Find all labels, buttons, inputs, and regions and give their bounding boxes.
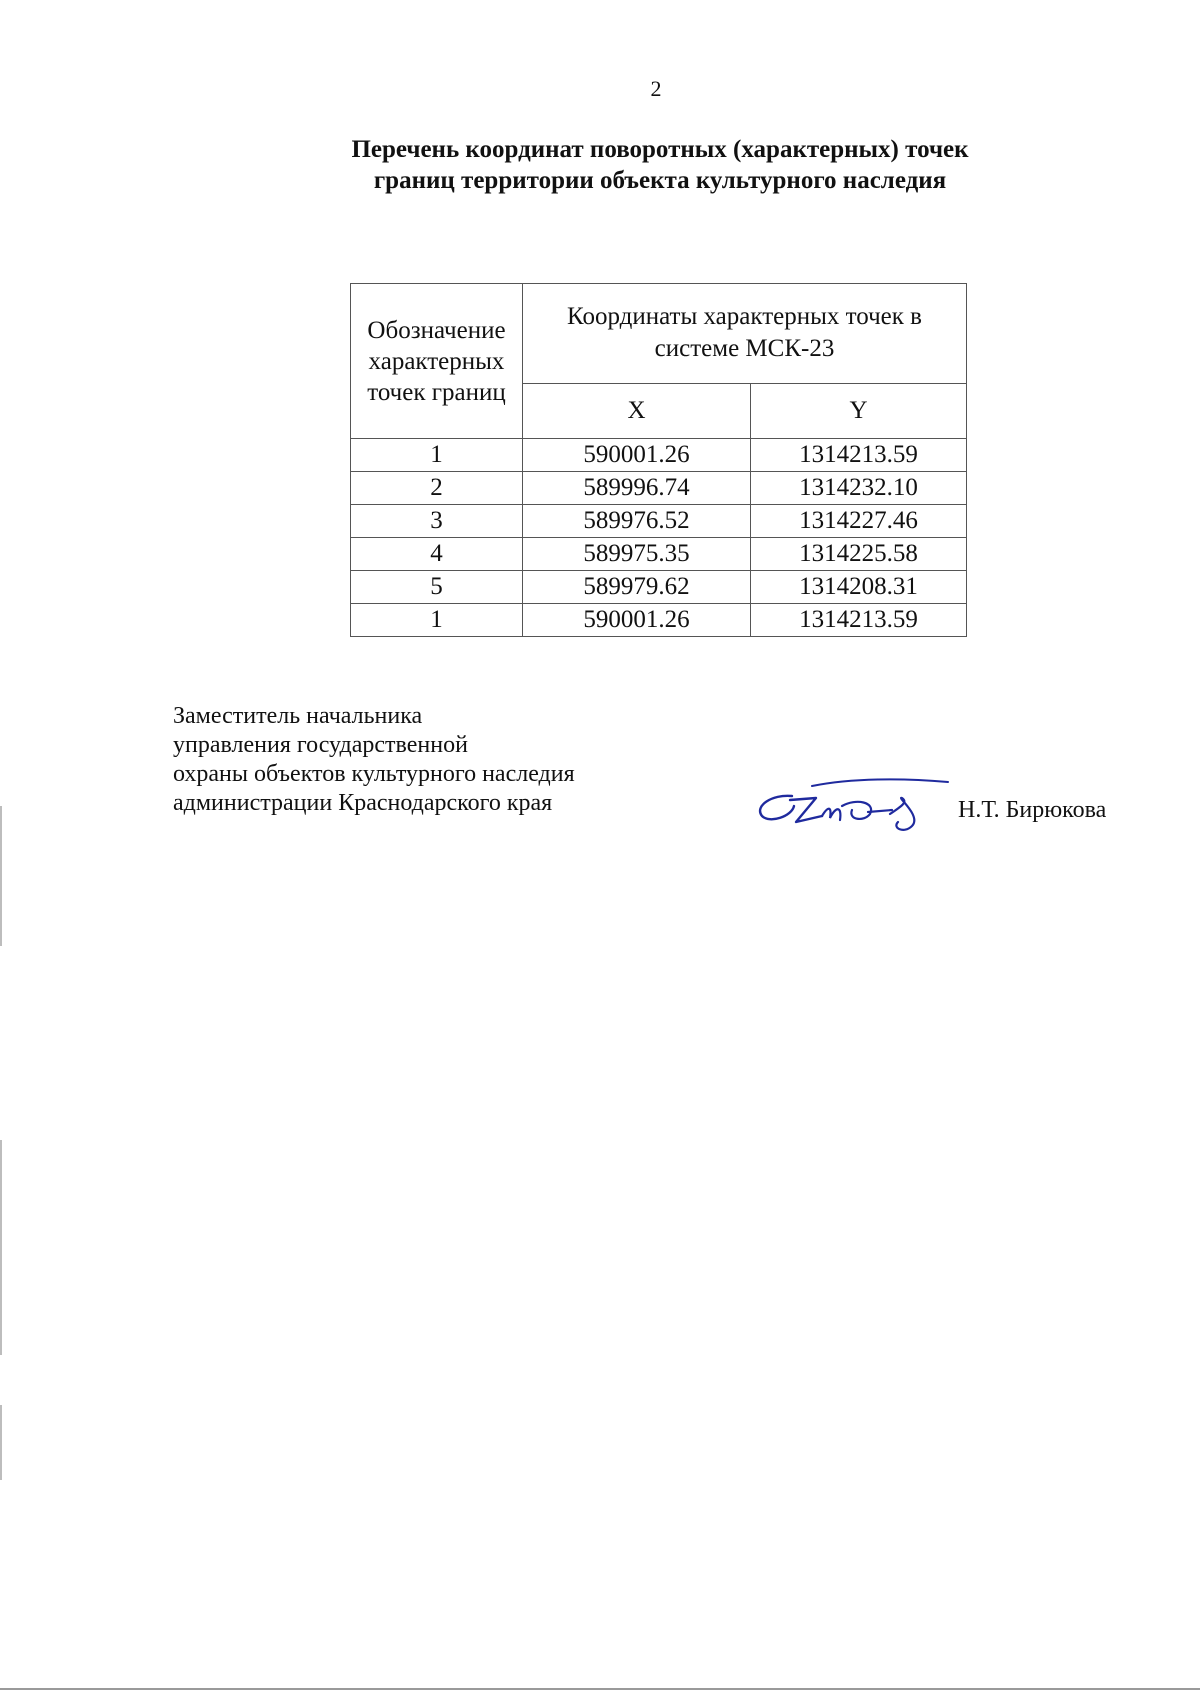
cell-y: 1314227.46: [751, 505, 967, 538]
table-row: [351, 505, 967, 538]
signatory-position-line: администрации Краснодарского края: [173, 790, 553, 816]
signatory-position-line: Заместитель начальника: [173, 703, 423, 729]
cell-y: 1314213.59: [751, 604, 967, 637]
scan-margin-mark: [0, 806, 2, 946]
header-coordinates-line: Координаты характерных точек в: [567, 303, 922, 331]
cell-y: 1314225.58: [751, 538, 967, 571]
cell-x: 589979.62: [523, 571, 751, 604]
cell-x: 589975.35: [523, 538, 751, 571]
header-y: Y: [751, 383, 967, 438]
table-row: [351, 472, 967, 505]
scan-bottom-edge: [0, 1688, 1200, 1690]
header-designation-line: Обозначение: [367, 316, 506, 344]
title-line-1: Перечень координат поворотных (характерных) точек: [351, 136, 969, 163]
cell-y: 1314208.31: [751, 571, 967, 604]
cell-x: 589976.52: [523, 505, 751, 538]
scan-margin-mark: [0, 1140, 2, 1355]
handwritten-signature: [752, 776, 952, 838]
cell-x: 589996.74: [523, 472, 751, 505]
header-coordinates-line: системе МСК-23: [654, 335, 835, 363]
coordinates-table: [350, 283, 967, 637]
cell-point: 3: [351, 505, 523, 538]
header-designation-line: точек границ: [367, 378, 506, 406]
table-row: [351, 604, 967, 637]
cell-x: 590001.26: [523, 439, 751, 472]
cell-point: 4: [351, 538, 523, 571]
cell-x: 590001.26: [523, 604, 751, 637]
table-row: [351, 571, 967, 604]
header-designation-line: характерных: [368, 347, 505, 375]
cell-point: 5: [351, 571, 523, 604]
table-row: [351, 538, 967, 571]
cell-y: 1314213.59: [751, 439, 967, 472]
signatory-position-line: управления государственной: [173, 732, 468, 758]
header-coordinates: [523, 284, 967, 384]
signatory-position-line: охраны объектов культурного наследия: [173, 761, 575, 787]
header-designation: [351, 284, 523, 439]
cell-y: 1314232.10: [751, 472, 967, 505]
signatory-position: [173, 702, 575, 818]
page-number: 2: [650, 76, 662, 101]
signatory-name: Н.Т. Бирюкова: [958, 797, 1107, 823]
table-row: [351, 439, 967, 472]
cell-point: 1: [351, 604, 523, 637]
header-x: X: [523, 383, 751, 438]
cell-point: 2: [351, 472, 523, 505]
cell-point: 1: [351, 439, 523, 472]
scan-margin-mark: [0, 1405, 2, 1480]
title-line-2: границ территории объекта культурного наследия: [373, 167, 947, 194]
document-title: [250, 134, 1070, 196]
